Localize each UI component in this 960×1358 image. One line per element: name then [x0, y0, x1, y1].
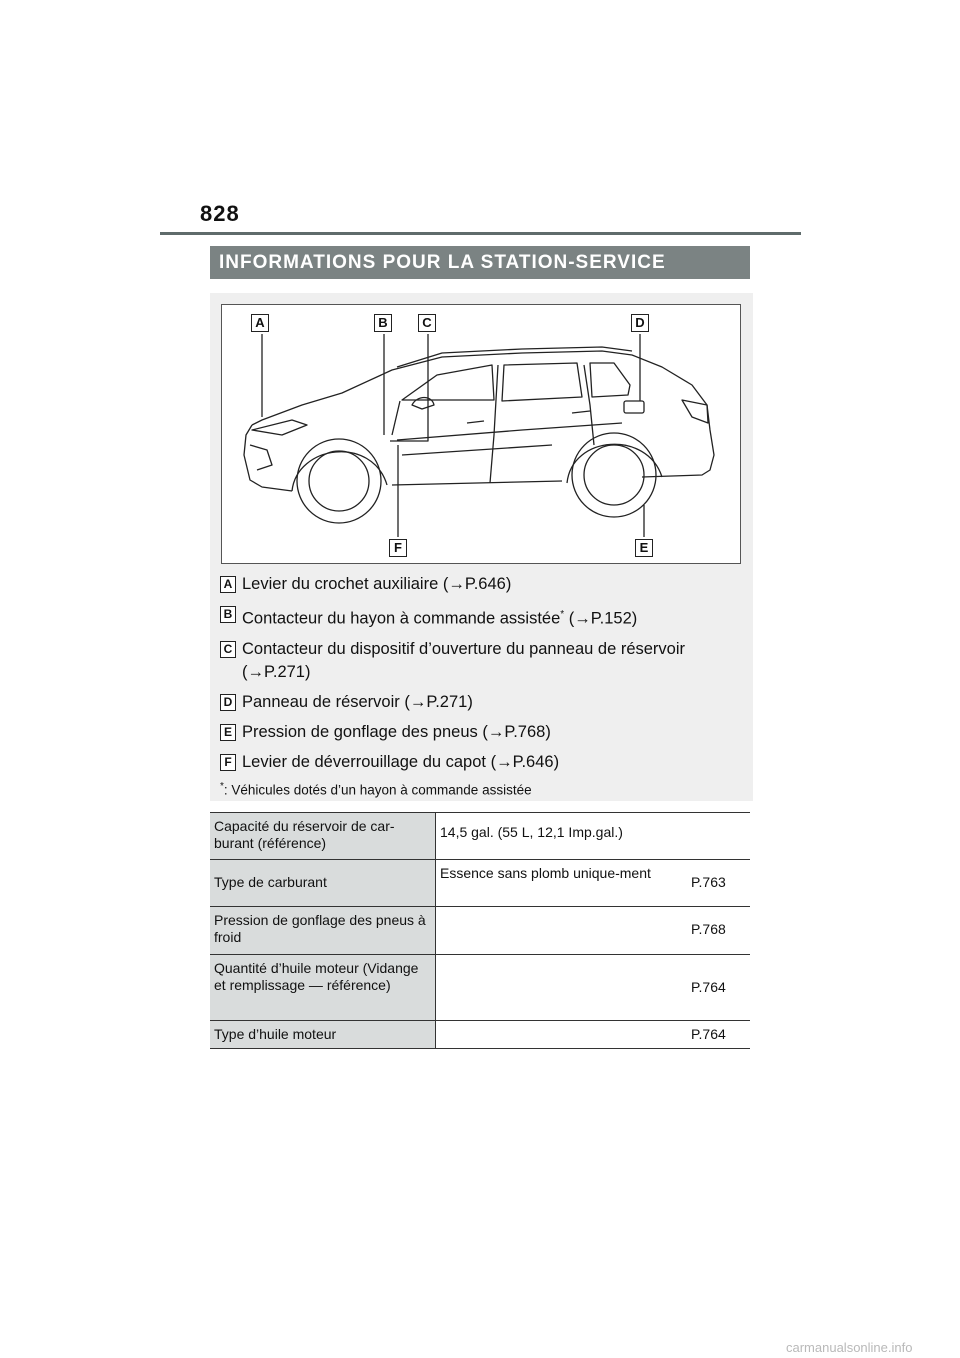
legend-item-d: [220, 691, 745, 714]
callout-a: A: [251, 314, 269, 332]
spec-value: [436, 907, 688, 955]
spec-label: Type de carburant: [210, 860, 436, 907]
page-number: 828: [200, 201, 240, 226]
footnote-text: : Véhicules dotés d’un hayon à commande assistée: [223, 782, 532, 797]
legend-marker: B: [220, 606, 236, 623]
table-row: [210, 907, 750, 955]
legend-item-e: [220, 721, 745, 744]
spec-ref: P.764: [687, 1021, 750, 1049]
spec-ref: P.768: [687, 907, 750, 955]
legend-text-ref: (→P.152): [564, 609, 638, 628]
footnote-marker: *: [560, 609, 565, 620]
table-row: [210, 860, 750, 907]
spec-label: Quantité d’huile moteur (Vidange et remplissage — référence): [210, 955, 436, 1021]
legend-marker: F: [220, 754, 236, 771]
legend-text: Contacteur du hayon à commande assistée: [242, 609, 561, 628]
legend-text: Levier du crochet auxiliaire (→P.646): [242, 575, 512, 593]
spec-label: Pression de gonflage des pneus à froid: [210, 907, 436, 955]
spec-label: Type d’huile moteur: [210, 1021, 436, 1049]
footnote-marker: *: [220, 780, 224, 792]
legend-marker: A: [220, 576, 236, 593]
spec-ref: P.763: [687, 860, 750, 907]
callout-e: E: [635, 539, 653, 557]
legend-marker: C: [220, 641, 236, 658]
table-row: [210, 955, 750, 1021]
spec-value: [436, 1021, 688, 1049]
legend-text: Pression de gonflage des pneus (→P.768): [242, 722, 551, 741]
spec-value: [436, 955, 688, 1021]
watermark: carmanualsonline.info: [786, 1340, 913, 1355]
legend-text: Levier de déverrouillage du capot (→P.646): [242, 752, 560, 771]
legend-marker: E: [220, 724, 236, 741]
top-rule: [160, 232, 801, 235]
legend-item-b: [220, 603, 745, 631]
table-row: [210, 813, 750, 860]
callout-c: C: [418, 314, 436, 332]
spec-value: 14,5 gal. (55 L, 12,1 Imp.gal.): [436, 813, 751, 860]
legend-list: [220, 573, 745, 797]
legend-marker: D: [220, 694, 236, 711]
legend-item-c: [220, 638, 745, 684]
legend-item-f: [220, 751, 745, 774]
legend-text: Panneau de réservoir (→P.271): [242, 692, 473, 711]
spec-value: Essence sans plomb unique-ment: [436, 860, 688, 907]
callout-d: D: [631, 314, 649, 332]
legend-text: Contacteur du dispositif d’ouverture du panneau de réservoir (→P.271): [242, 639, 686, 681]
spec-table: [210, 812, 750, 1049]
info-panel: [210, 293, 753, 801]
spec-ref: P.764: [687, 955, 750, 1021]
section-title: INFORMATIONS POUR LA STATION-SERVICE: [210, 246, 750, 279]
vehicle-side-view-illustration: [222, 305, 740, 563]
spec-label: Capacité du réservoir de car-burant (référence): [210, 813, 436, 860]
vehicle-diagram: [221, 304, 741, 564]
legend-item-a: [220, 573, 745, 596]
footnote: [220, 781, 745, 798]
callout-f: F: [389, 539, 407, 557]
callout-b: B: [374, 314, 392, 332]
table-row: [210, 1021, 750, 1049]
